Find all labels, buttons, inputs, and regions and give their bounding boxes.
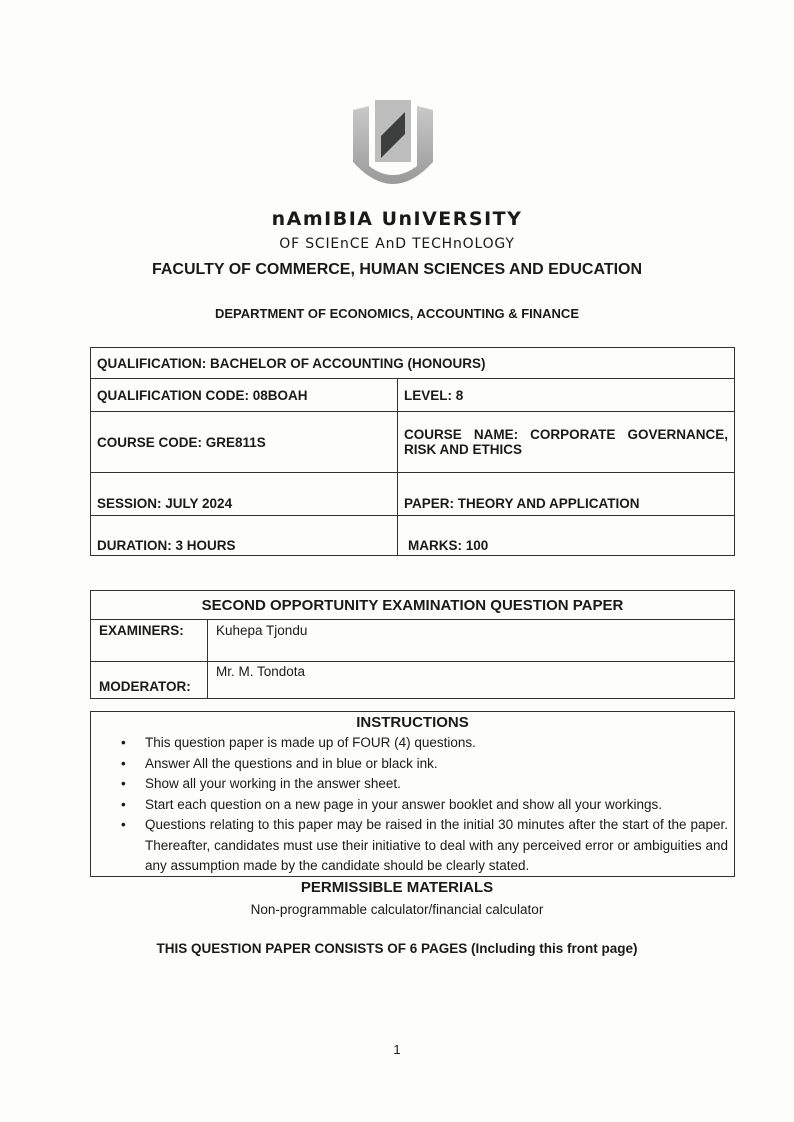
bullet-icon: •: [121, 755, 126, 771]
examiners-label: EXAMINERS:: [91, 620, 208, 662]
moderator-label: MODERATOR:: [91, 662, 208, 699]
exam-paper-title: SECOND OPPORTUNITY EXAMINATION QUESTION PAPER: [91, 591, 735, 620]
course-name-line2: RISK AND ETHICS: [404, 442, 523, 457]
permissible-materials-text: Non-programmable calculator/financial calculator: [250, 902, 544, 917]
department-title: DEPARTMENT OF ECONOMICS, ACCOUNTING & FINANCE: [215, 306, 579, 321]
permissible-materials-title: PERMISSIBLE MATERIALS: [300, 879, 494, 896]
instruction-text: Start each question on a new page in your answer booklet and show all your workings.: [145, 796, 663, 812]
course-details-table: [90, 347, 735, 556]
instruction-text: Show all your working in the answer sheet.: [145, 776, 401, 791]
duration-cell: DURATION: 3 HOURS: [91, 516, 398, 556]
page-number: 1: [393, 1042, 401, 1057]
university-name: nAmIBIA UnIVERSITY: [271, 208, 523, 230]
instruction-item: [121, 774, 734, 795]
instruction-text: This question paper is made up of FOUR (4) questions.: [145, 735, 476, 750]
bullet-icon: •: [121, 796, 126, 812]
instruction-item: [121, 733, 734, 754]
marks-cell: MARKS: 100: [398, 516, 735, 556]
instruction-text: Questions relating to this paper may be raised in the initial 30 minutes after the start of the paper. Thereafter, candidates must use their initiative to deal with any perceived error or ambiguities and any assumption made by the candidate should be clearly stated.: [145, 817, 728, 873]
instruction-item: [121, 795, 734, 816]
qualification-cell: QUALIFICATION: BACHELOR OF ACCOUNTING (HONOURS): [91, 348, 735, 379]
page-count-note: THIS QUESTION PAPER CONSISTS OF 6 PAGES (Including this front page): [156, 941, 638, 956]
course-code-cell: COURSE CODE: GRE811S: [91, 412, 398, 473]
course-name-cell: [398, 412, 735, 473]
university-logo-icon: [347, 96, 439, 192]
bullet-icon: •: [121, 735, 126, 750]
instruction-item: [121, 815, 734, 877]
faculty-title: FACULTY OF COMMERCE, HUMAN SCIENCES AND EDUCATION: [151, 261, 643, 278]
instruction-item: [121, 754, 734, 775]
level-cell: LEVEL: 8: [398, 379, 735, 412]
instructions-title: INSTRUCTIONS: [356, 714, 469, 731]
qualification-code-cell: QUALIFICATION CODE: 08BOAH: [91, 379, 398, 412]
instructions-list: [91, 733, 734, 877]
examination-table: [90, 590, 735, 699]
bullet-icon: •: [121, 817, 126, 832]
university-subtitle: OF SCIEnCE AnD TECHnOLOGY: [279, 236, 515, 252]
moderator-value: Mr. M. Tondota: [208, 662, 735, 699]
paper-cell: PAPER: THEORY AND APPLICATION: [398, 473, 735, 516]
course-name-line1: COURSE NAME: CORPORATE GOVERNANCE,: [404, 427, 728, 442]
session-cell: SESSION: JULY 2024: [91, 473, 398, 516]
instructions-box: [90, 711, 735, 877]
bullet-icon: •: [121, 776, 126, 791]
instruction-text: Answer All the questions and in blue or black ink.: [145, 755, 438, 771]
examiners-value: Kuhepa Tjondu: [208, 620, 735, 662]
